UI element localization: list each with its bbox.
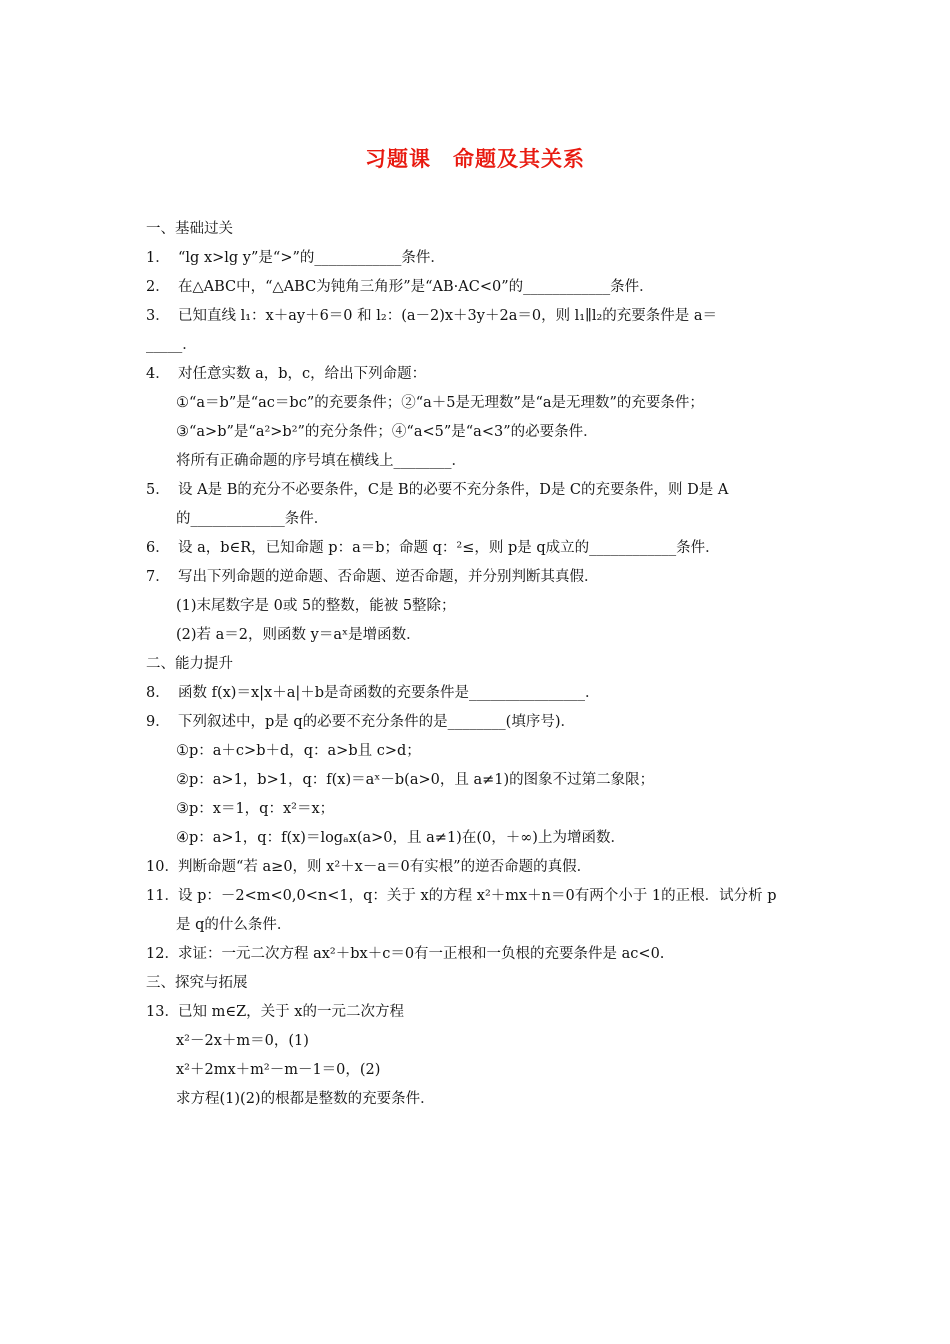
question-continuation: x²－2x＋m＝0，(1): [176, 1033, 309, 1049]
question-continuation: 求方程(1)(2)的根都是整数的充要条件．: [176, 1091, 435, 1107]
question-number: 3．: [146, 308, 170, 324]
question-continuation: (2)若 a＝2，则函数 y＝aˣ是增函数．: [176, 627, 421, 643]
section-heading: 二、能力提升: [146, 656, 233, 672]
question-continuation: (1)末尾数字是 0或 5的整数，能被 5整除；: [176, 598, 456, 614]
exercise-list: [146, 215, 826, 1114]
question-item: [146, 563, 826, 592]
question-text: 设 A是 B的充分不必要条件，C是 B的必要不充分条件，D是 C的充要条件，则 D是 A: [178, 482, 729, 498]
question-number: 10．: [146, 859, 179, 875]
question-text: 设 a，b∈R，已知命题 p：a＝b；命题 q：²≤，则 p是 q成立的____________条件．: [178, 540, 720, 556]
question-text: 已知 m∈Z，关于 x的一元二次方程: [178, 1004, 404, 1020]
question-text: 判断命题“若 a≥0，则 x²＋x－a＝0有实根”的逆否命题的真假．: [178, 859, 592, 875]
question-number: 8．: [146, 685, 170, 701]
question-number: 2．: [146, 279, 170, 295]
question-number: 5．: [146, 482, 170, 498]
question-number: 7．: [146, 569, 170, 585]
question-continuation: 将所有正确命题的序号填在横线上________．: [176, 453, 466, 469]
question-item: [146, 534, 826, 563]
question-text: 在△ABC中，“△ABC为钝角三角形”是“AB·AC<0”的____________条件．: [178, 279, 654, 295]
question-continuation: ③p：x＝1，q：x²＝x；: [176, 801, 335, 817]
question-item: [146, 940, 826, 969]
question-item: [146, 244, 826, 273]
question-text: 已知直线 l₁：x＋ay＋6＝0 和 l₂：(a－2)x＋3y＋2a＝0，则 l₁∥l₂的充要条件是 a＝: [178, 308, 718, 324]
question-text: “lg x>lg y”是“>”的____________条件．: [178, 250, 445, 266]
question-number: 6．: [146, 540, 170, 556]
question-item: [146, 273, 826, 302]
question-text: 对任意实数 a，b，c，给出下列命题：: [178, 366, 427, 382]
question-item: [146, 302, 826, 331]
question-text: 下列叙述中，p是 q的必要不充分条件的是________(填序号)．: [178, 714, 575, 730]
question-item: [146, 360, 826, 389]
question-continuation: ④p：a>1，q：f(x)＝logₐx(a>0，且 a≠1)在(0，＋∞)上为增函数．: [176, 830, 625, 846]
question-number: 1．: [146, 250, 170, 266]
section-heading: 一、基础过关: [146, 221, 233, 237]
question-continuation: 的_____________条件．: [176, 511, 329, 527]
question-continuation: 是 q的什么条件．: [176, 917, 292, 933]
question-continuation: ①p：a＋c>b＋d，q：a>b且 c>d；: [176, 743, 421, 759]
question-number: 11．: [146, 888, 179, 904]
question-continuation: x²＋2mx＋m²－m－1＝0，(2): [176, 1062, 381, 1078]
question-item: [146, 476, 826, 505]
question-item: [146, 853, 826, 882]
question-number: 4．: [146, 366, 170, 382]
page-title: 习题课 命题及其关系: [365, 147, 585, 171]
question-item: [146, 882, 826, 911]
question-continuation: ②p：a>1，b>1，q：f(x)＝aˣ－b(a>0，且 a≠1)的图象不过第二象限；: [176, 772, 655, 788]
question-item: [146, 998, 826, 1027]
question-text: 写出下列命题的逆命题、否命题、逆否命题，并分别判断其真假．: [178, 569, 599, 585]
question-text: 函数 f(x)＝x|x＋a|＋b是奇函数的充要条件是________________．: [178, 685, 600, 701]
question-item: [146, 708, 826, 737]
section-heading: 三、探究与拓展: [146, 975, 248, 991]
question-text: 求证：一元二次方程 ax²＋bx＋c＝0有一正根和一负根的充要条件是 ac<0.: [178, 946, 665, 962]
question-continuation: _____．: [146, 337, 197, 353]
question-number: 12．: [146, 946, 179, 962]
question-number: 9．: [146, 714, 170, 730]
question-number: 13．: [146, 1004, 179, 1020]
question-continuation: ③“a>b”是“a²>b²”的充分条件；④“a<5”是“a<3”的必要条件．: [176, 424, 598, 440]
question-text: 设 p：－2<m<0,0<n<1，q：关于 x的方程 x²＋mx＋n＝0有两个小于 1的正根．试分析 p: [178, 888, 777, 904]
question-continuation: ①“a＝b”是“ac＝bc”的充要条件；②“a＋5是无理数”是“a是无理数”的充要条件；: [176, 395, 704, 411]
question-item: [146, 679, 826, 708]
